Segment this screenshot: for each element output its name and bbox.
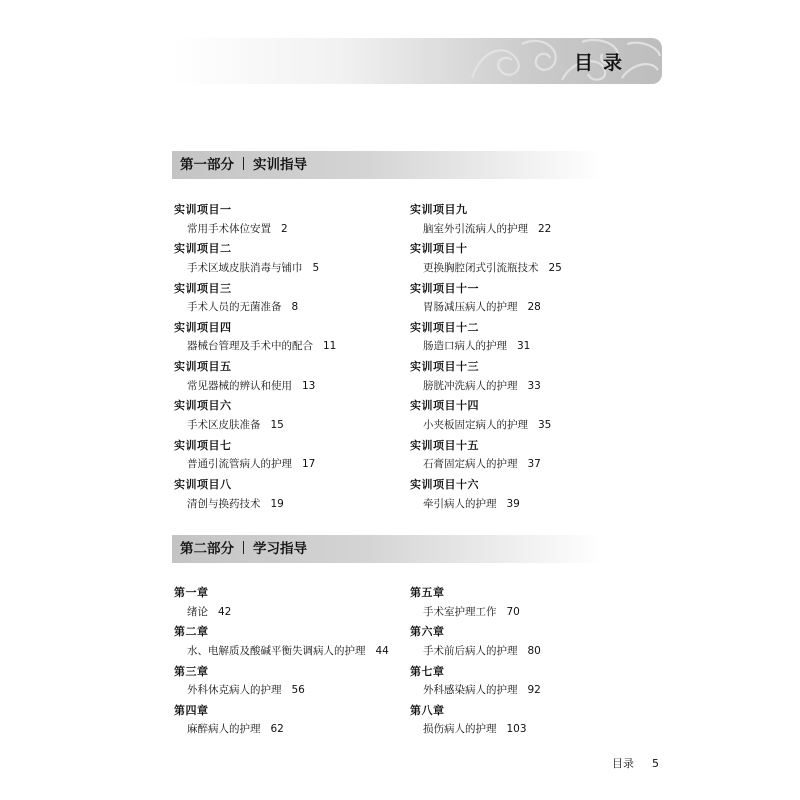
toc-entry-line xyxy=(174,220,394,240)
toc-entry-line xyxy=(174,377,394,397)
toc-entry-title: 外科休克病人的护理 xyxy=(187,684,282,697)
toc-entry[interactable] xyxy=(174,239,394,278)
part1-name: 实训指导 xyxy=(253,157,307,173)
section-header-part2 xyxy=(172,535,602,563)
toc-entry-title: 手术前后病人的护理 xyxy=(423,644,518,657)
toc-entry-title: 石膏固定病人的护理 xyxy=(423,458,518,471)
toc-entry-page: 22 xyxy=(538,222,552,235)
toc-entry-title: 器械台管理及手术中的配合 xyxy=(187,340,313,353)
toc-entry-line xyxy=(410,259,630,279)
toc-entry-heading: 实训项目三 xyxy=(174,281,232,295)
toc-entry-title: 胃肠减压病人的护理 xyxy=(423,301,518,314)
toc-entry-heading: 第八章 xyxy=(410,703,445,717)
toc-entry-heading: 第四章 xyxy=(174,703,209,717)
toc-entry-page: 56 xyxy=(291,684,305,697)
section-divider xyxy=(243,541,244,554)
toc-entry-line xyxy=(410,642,630,662)
toc-entry-page: 80 xyxy=(527,644,541,657)
toc-entry-heading: 实训项目十六 xyxy=(410,478,479,492)
toc-entry[interactable] xyxy=(174,662,409,701)
toc-entry-heading: 实训项目八 xyxy=(174,478,232,492)
toc-entry-page: 5 xyxy=(312,261,320,274)
toc-entry-heading: 第五章 xyxy=(410,586,445,599)
toc-entry[interactable] xyxy=(174,357,394,396)
toc-entry-page: 35 xyxy=(538,418,552,431)
toc-entry-page: 31 xyxy=(517,340,531,353)
part2-left-column xyxy=(174,583,409,740)
toc-entry-heading: 实训项目十一 xyxy=(410,281,479,295)
toc-entry-page: 28 xyxy=(527,301,541,314)
toc-entry-page: 17 xyxy=(302,458,316,471)
toc-entry-page: 39 xyxy=(506,497,520,510)
toc-entry-line xyxy=(174,681,409,701)
toc-entry[interactable] xyxy=(410,200,630,239)
toc-entry-heading: 实训项目十 xyxy=(410,242,468,256)
page-footer xyxy=(612,755,659,771)
toc-entry-heading: 第三章 xyxy=(174,664,209,678)
section-divider xyxy=(243,157,244,170)
title-banner xyxy=(172,38,662,84)
toc-entry[interactable] xyxy=(410,583,630,622)
toc-entry-line xyxy=(410,220,630,240)
toc-entry-heading: 实训项目九 xyxy=(410,203,468,216)
toc-entry-line xyxy=(410,681,630,701)
toc-entry-title: 水、电解质及酸碱平衡失调病人的护理 xyxy=(187,644,366,657)
toc-entry-page: 70 xyxy=(506,605,520,618)
toc-entry-line xyxy=(174,642,409,662)
toc-entry-line xyxy=(410,495,630,515)
section-header-part1 xyxy=(172,151,602,179)
toc-entry-title: 牵引病人的护理 xyxy=(423,497,497,510)
toc-entry-line xyxy=(174,298,394,318)
toc-entry-title: 手术室护理工作 xyxy=(423,605,497,618)
toc-entry-page: 19 xyxy=(270,497,284,510)
toc-entry-title: 麻醉病人的护理 xyxy=(187,723,261,736)
toc-entry-title: 更换胸腔闭式引流瓶技术 xyxy=(423,261,539,274)
toc-entry-line xyxy=(410,720,630,740)
toc-entry-line xyxy=(174,416,394,436)
toc-entry-heading: 实训项目十四 xyxy=(410,399,479,413)
toc-entry-page: 42 xyxy=(218,605,232,618)
toc-entry-page: 15 xyxy=(270,418,284,431)
toc-entry-line xyxy=(174,259,394,279)
toc-entry-page: 33 xyxy=(527,379,541,392)
toc-entry-title: 清创与换药技术 xyxy=(187,497,261,510)
toc-entry-page: 92 xyxy=(527,684,541,697)
toc-entry[interactable] xyxy=(410,436,630,475)
part1-label: 第一部分 xyxy=(180,157,234,173)
toc-entry-page: 37 xyxy=(527,458,541,471)
toc-entry-heading: 实训项目七 xyxy=(174,438,232,452)
toc-entry-title: 绪论 xyxy=(187,605,208,618)
part1-right-column xyxy=(410,200,630,514)
toc-entry[interactable] xyxy=(410,357,630,396)
toc-entry-heading: 第二章 xyxy=(174,625,209,639)
toc-entry-title: 小夹板固定病人的护理 xyxy=(423,418,528,431)
toc-entry-title: 普通引流管病人的护理 xyxy=(187,458,292,471)
toc-entry-line xyxy=(174,603,409,623)
toc-entry-line xyxy=(410,455,630,475)
toc-entry-heading: 实训项目十三 xyxy=(410,360,479,374)
toc-entry-page: 8 xyxy=(291,301,299,314)
toc-entry-heading: 第六章 xyxy=(410,625,445,639)
part1-left-column xyxy=(174,200,394,514)
toc-entry-title: 损伤病人的护理 xyxy=(423,723,497,736)
page-title: 目录 xyxy=(573,52,632,74)
toc-entry-line xyxy=(174,720,409,740)
toc-entry[interactable] xyxy=(174,622,409,661)
toc-entry-title: 肠造口病人的护理 xyxy=(423,340,507,353)
part2-label: 第二部分 xyxy=(180,541,234,557)
toc-entry-line xyxy=(410,298,630,318)
toc-entry-page: 25 xyxy=(548,261,562,274)
toc-entry[interactable] xyxy=(410,318,630,357)
toc-entry-title: 常用手术体位安置 xyxy=(187,222,271,235)
toc-entry-heading: 实训项目十五 xyxy=(410,438,479,452)
toc-entry-title: 手术区域皮肤消毒与铺巾 xyxy=(187,261,303,274)
toc-entry-line xyxy=(410,377,630,397)
toc-entry-line xyxy=(410,337,630,357)
toc-entry-title: 手术区皮肤准备 xyxy=(187,418,261,431)
toc-entry-page: 2 xyxy=(281,222,288,235)
toc-entry[interactable] xyxy=(410,279,630,318)
toc-entry-page: 103 xyxy=(506,723,527,736)
toc-entry-line xyxy=(410,603,630,623)
toc-entry-heading: 实训项目五 xyxy=(174,360,232,374)
toc-entry-line xyxy=(174,495,394,515)
part2-name: 学习指导 xyxy=(253,541,307,557)
swirl-ornament-icon xyxy=(462,38,662,84)
toc-entry-title: 外科感染病人的护理 xyxy=(423,684,518,697)
toc-entry[interactable] xyxy=(174,583,409,622)
toc-entry[interactable] xyxy=(410,396,630,435)
toc-entry-heading: 实训项目四 xyxy=(174,320,232,334)
toc-entry[interactable] xyxy=(410,701,630,740)
toc-entry-page: 44 xyxy=(375,644,389,657)
toc-entry-title: 常见器械的辨认和使用 xyxy=(187,379,292,392)
toc-entry-line xyxy=(174,337,394,357)
toc-entry-heading: 实训项目十二 xyxy=(410,320,479,334)
toc-entry[interactable] xyxy=(174,279,394,318)
toc-entry-heading: 实训项目二 xyxy=(174,242,232,256)
toc-entry[interactable] xyxy=(174,396,394,435)
toc-entry-page: 62 xyxy=(270,723,284,736)
toc-entry[interactable] xyxy=(410,622,630,661)
toc-entry-page: 13 xyxy=(302,379,316,392)
toc-entry-heading: 实训项目六 xyxy=(174,399,232,413)
toc-entry[interactable] xyxy=(174,318,394,357)
toc-entry-page: 11 xyxy=(323,340,337,353)
toc-entry[interactable] xyxy=(410,475,630,514)
toc-entry-line xyxy=(174,455,394,475)
toc-entry-title: 手术人员的无菌准备 xyxy=(187,301,282,314)
toc-entry[interactable] xyxy=(174,475,394,514)
toc-entry-line xyxy=(410,416,630,436)
toc-entry-heading: 实训项目一 xyxy=(174,203,232,216)
toc-entry[interactable] xyxy=(174,701,409,740)
footer-label: 目录 xyxy=(612,757,634,770)
part2-right-column xyxy=(410,583,630,740)
toc-entry[interactable] xyxy=(410,662,630,701)
toc-entry-title: 脑室外引流病人的护理 xyxy=(423,222,528,235)
toc-entry-title: 膀胱冲洗病人的护理 xyxy=(423,379,518,392)
toc-entry-heading: 第一章 xyxy=(174,586,209,599)
page-number: 5 xyxy=(652,757,659,770)
toc-entry[interactable] xyxy=(174,200,394,239)
toc-entry[interactable] xyxy=(174,436,394,475)
toc-entry[interactable] xyxy=(410,239,630,278)
toc-entry-heading: 第七章 xyxy=(410,664,445,678)
